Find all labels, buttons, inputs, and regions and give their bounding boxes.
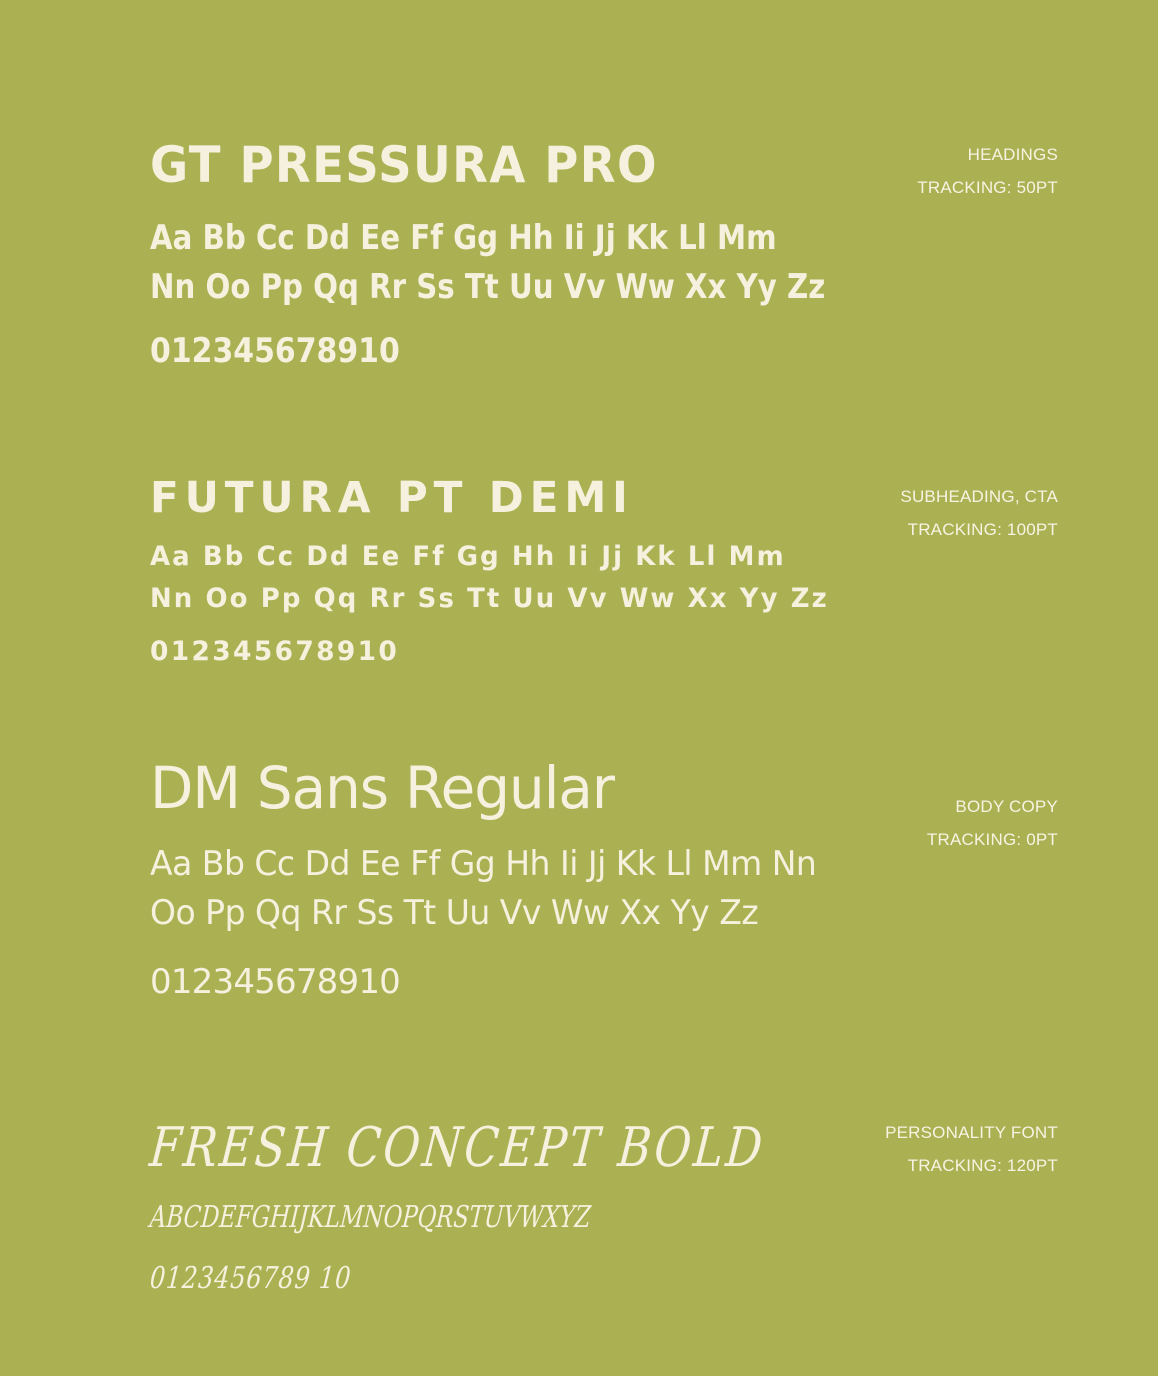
- font-name-heading: DM Sans Regular: [150, 754, 615, 822]
- font-name-heading: GT PRESSURA PRO: [150, 136, 658, 194]
- font-usage-note: [885, 1116, 1058, 1182]
- digits-line: 0123456789 10: [148, 1261, 353, 1296]
- font-usage-note: [917, 138, 1058, 204]
- tracking-label: TRACKING: 120PT: [907, 1156, 1058, 1175]
- alphabet-line: Aa Bb Cc Dd Ee Ff Gg Hh Ii Jj Kk Ll Mm: [150, 218, 777, 258]
- tracking-label: TRACKING: 0PT: [926, 830, 1058, 849]
- alphabet-line: Nn Oo Pp Qq Rr Ss Tt Uu Vv Ww Xx Yy Zz: [150, 267, 826, 307]
- alphabet-line: Aa Bb Cc Dd Ee Ff Gg Hh Ii Jj Kk Ll Mm: [150, 541, 786, 572]
- usage-label: BODY COPY: [955, 797, 1058, 816]
- usage-label: PERSONALITY FONT: [885, 1123, 1058, 1142]
- usage-label: SUBHEADING, CTA: [900, 487, 1058, 506]
- font-name-heading: FUTURA PT DEMI: [150, 473, 634, 523]
- tracking-label: TRACKING: 50PT: [917, 178, 1058, 197]
- digits-line: 012345678910: [150, 636, 400, 667]
- font-usage-note: [900, 480, 1058, 546]
- alphabet-line: Oo Pp Qq Rr Ss Tt Uu Vv Ww Xx Yy Zz: [150, 893, 759, 933]
- digits-line: 012345678910: [150, 962, 400, 1002]
- tracking-label: TRACKING: 100PT: [907, 520, 1058, 539]
- alphabet-line: Aa Bb Cc Dd Ee Ff Gg Hh Ii Jj Kk Ll Mm Nn: [150, 844, 817, 884]
- usage-label: HEADINGS: [967, 145, 1058, 164]
- font-name-heading: FRESH CONCEPT BOLD: [147, 1116, 768, 1180]
- font-usage-note: [927, 790, 1058, 856]
- alphabet-line: Nn Oo Pp Qq Rr Ss Tt Uu Vv Ww Xx Yy Zz: [150, 583, 829, 614]
- digits-line: 012345678910: [150, 331, 400, 371]
- alphabet-line: ABCDEFGHIJKLMNOPQRSTUVWXYZ: [148, 1200, 592, 1235]
